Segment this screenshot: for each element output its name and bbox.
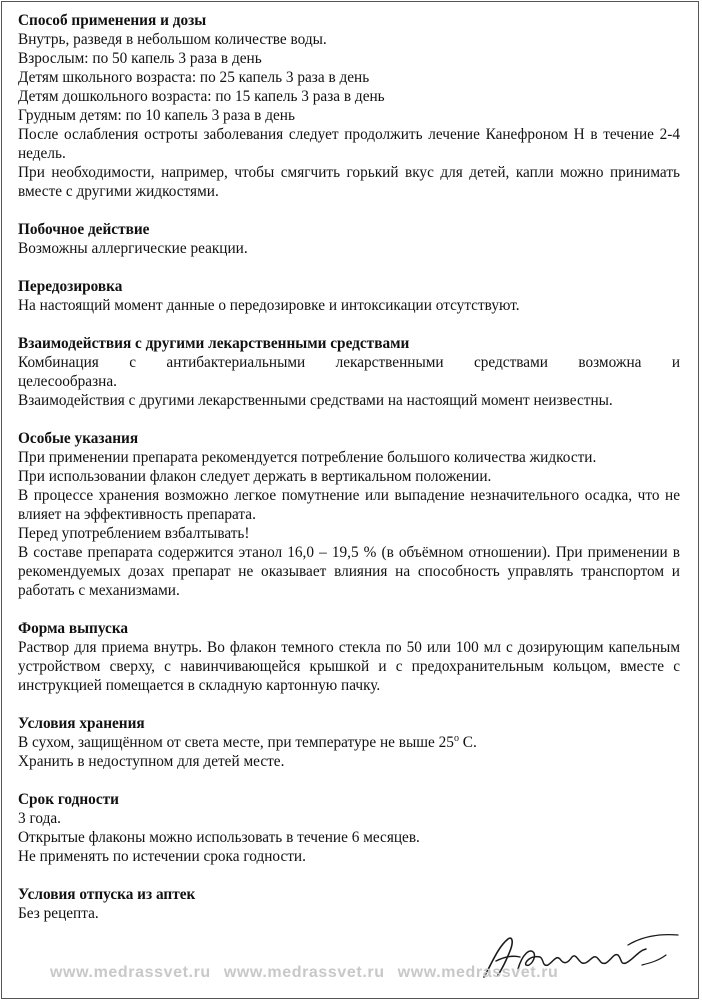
text-line: Хранить в недоступном для детей месте.	[18, 753, 285, 770]
text-paragraph: В процессе хранения возможно легкое помутнение или выпадение незначительного осадка, что не влияет на эффективность препарата.	[18, 487, 680, 523]
text-line: Не применять по истечении срока годности.	[18, 848, 306, 865]
text-line: Возможны аллергические реакции.	[18, 240, 248, 257]
text-line: При использовании флакон следует держать в вертикальном положении.	[18, 468, 492, 485]
section-heading: Условия хранения	[18, 715, 145, 732]
text-line: Внутрь, разведя в небольшом количестве воды.	[18, 31, 327, 48]
section-release-form	[18, 619, 680, 695]
section-storage	[18, 714, 680, 771]
text-paragraph: При необходимости, например, чтобы смягчить горький вкус для детей, капли можно принимать вместе с другими жидкостями.	[18, 164, 680, 200]
text-line: Комбинация с антибактериальными лекарственными средствами возможна и	[18, 354, 680, 371]
section-overdose	[18, 277, 680, 315]
text-line: Взрослым: по 50 капель 3 раза в день	[18, 50, 262, 67]
text-paragraph: После ослабления остроты заболевания следует продолжить лечение Канефроном Н в течение 2-4 недель.	[18, 126, 680, 162]
section-heading: Взаимодействия с другими лекарственными средствами	[18, 335, 410, 352]
text-line	[18, 733, 680, 752]
text-line: целесообразна.	[18, 373, 117, 390]
section-special-instructions	[18, 429, 680, 600]
section-shelf-life	[18, 790, 680, 866]
text-line: Взаимодействия с другими лекарственными средствами на настоящий момент неизвестны.	[18, 392, 613, 409]
section-heading: Форма выпуска	[18, 620, 129, 637]
text-line: На настоящий момент данные о передозировке и интоксикации отсутствуют.	[18, 297, 520, 314]
section-heading: Побочное действие	[18, 221, 150, 238]
text-paragraph: В составе препарата содержится этанол 16,0 – 19,5 % (в объёмном отношении). При применении в рекомендуемых дозах препарат не оказывает влияния на способность управлять транспортом и работать с механизмами.	[18, 544, 680, 599]
section-dosage	[18, 11, 680, 201]
text-line: Грудным детям: по 10 капель 3 раза в день	[18, 107, 295, 124]
text-paragraph: Раствор для приема внутрь. Во флакон темного стекла по 50 или 100 мл с дозирующим капельным устройством сверху, с навинчивающейся крышкой и с предохранительным кольцом, вместе с инструкцией помещается в складную картонную пачку.	[18, 639, 680, 694]
temperature-text: В сухом, защищённом от света месте, при температуре не выше 25	[18, 734, 454, 751]
section-interactions	[18, 334, 680, 410]
text-line: 3 года.	[18, 810, 61, 827]
document-page	[18, 11, 680, 942]
section-heading: Передозировка	[18, 278, 123, 295]
text-line: Перед употреблением взбалтывать!	[18, 525, 250, 542]
degree-sign: о	[453, 733, 459, 744]
section-heading: Способ применения и дозы	[18, 12, 207, 29]
section-heading: Особые указания	[18, 430, 139, 447]
section-dispensing	[18, 885, 680, 923]
section-heading: Срок годности	[18, 791, 119, 808]
text-line: Открытые флаконы можно использовать в течение 6 месяцев.	[18, 829, 420, 846]
text-line: Детям школьного возраста: по 25 капель 3 раза в день	[18, 69, 370, 86]
text-line: При применении препарата рекомендуется потребление большого количества жидкости.	[18, 449, 597, 466]
section-heading: Условия отпуска из аптек	[18, 886, 196, 903]
celsius-unit: С.	[458, 734, 477, 751]
section-side-effects	[18, 220, 680, 258]
text-line: Детям дошкольного возраста: по 15 капель 3 раза в день	[18, 88, 385, 105]
text-line: Без рецепта.	[18, 905, 99, 922]
site-watermark: www.medrassvet.ru www.medrassvet.ru www.medrassvet.ru	[50, 964, 559, 981]
